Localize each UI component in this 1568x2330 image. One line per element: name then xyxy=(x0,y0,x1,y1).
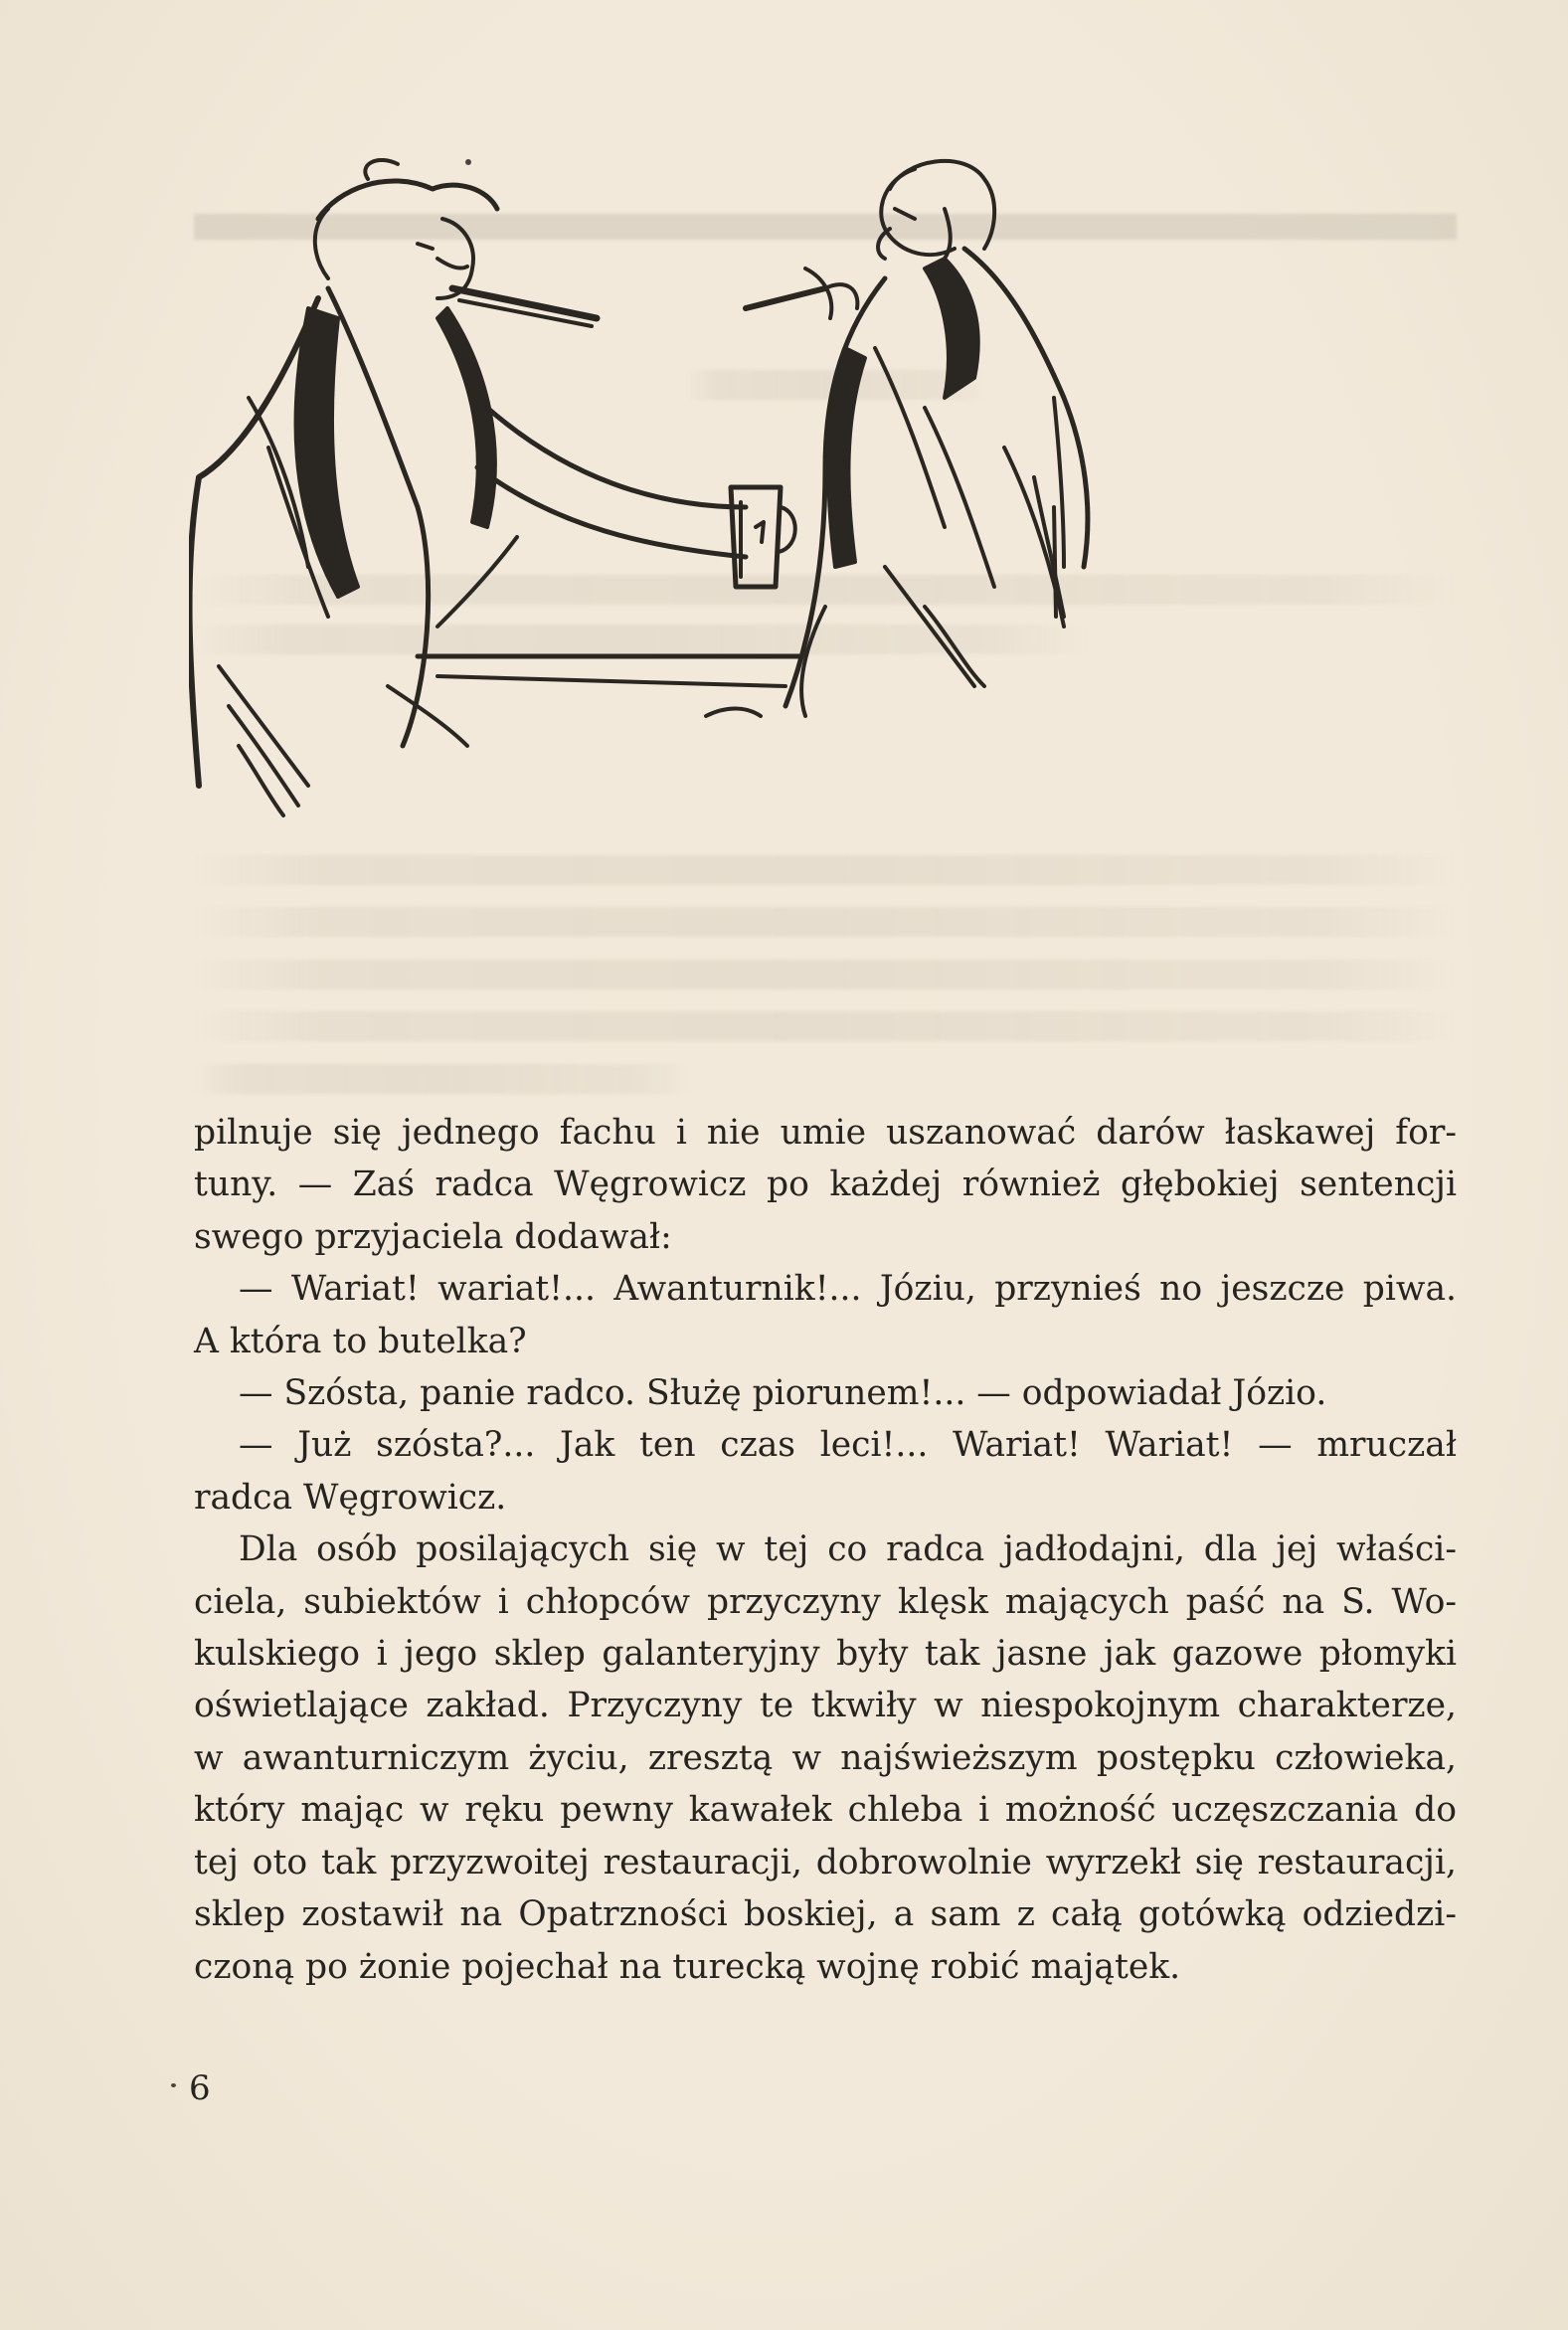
text-line: czoną po żonie pojechał na turecką wojnę robić majątek. xyxy=(194,1946,1181,1987)
text-line: — Już szósta?... Jak ten czas leci!... Wariat! Wariat! — mruczał xyxy=(239,1425,1457,1466)
text-line: radca Węgrowicz. xyxy=(194,1477,507,1518)
text-line: ciela, subiektów i chłopców przyczyny klęsk mających paść na S. Wo- xyxy=(194,1581,1457,1622)
page-number: 6 xyxy=(189,2068,211,2108)
bleed-through-line xyxy=(194,960,1457,989)
two-men-drinking-illustration xyxy=(189,149,1342,945)
text-line: tuny. — Zaś radca Węgrowicz po każdej również głębokiej sentencji xyxy=(194,1165,1457,1205)
ink-speck xyxy=(465,159,471,165)
bleed-through-line xyxy=(194,1064,691,1094)
text-line: — Szósta, panie radco. Służę piorunem!... — odpowiadał Józio. xyxy=(239,1373,1327,1414)
text-line: w awanturniczym życiu, zresztą w najświeższym postępku człowieka, xyxy=(194,1737,1457,1778)
text-line: sklep zostawił na Opatrzności boskiej, a sam z całą gotówką odziedzi- xyxy=(194,1894,1457,1935)
text-line: Dla osób posilających się w tej co radca jadłodajni, dla jej właści- xyxy=(239,1529,1457,1570)
ink-speck xyxy=(171,2083,176,2087)
text-line: który mając w ręku pewny kawałek chleba i możność uczęszczania do xyxy=(194,1790,1457,1831)
bleed-through-line xyxy=(194,1011,1457,1041)
text-line: — Wariat! wariat!... Awanturnik!... Józiu, przynieś no jeszcze piwa. xyxy=(239,1269,1457,1310)
body-text xyxy=(194,1107,1457,1993)
text-line: kulskiego i jego sklep galanteryjny były tak jasne jak gazowe płomyki xyxy=(194,1634,1457,1675)
text-line: A która to butelka? xyxy=(194,1321,527,1361)
text-line: swego przyjaciela dodawał: xyxy=(194,1216,672,1257)
text-line: tej oto tak przyzwoitej restauracji, dobrowolnie wyrzekł się restauracji, xyxy=(194,1842,1457,1882)
text-line: oświetlające zakład. Przyczyny te tkwiły w niespokojnym charakterze, xyxy=(194,1686,1457,1726)
text-line: pilnuje się jednego fachu i nie umie uszanować darów łaskawej for- xyxy=(194,1113,1457,1153)
